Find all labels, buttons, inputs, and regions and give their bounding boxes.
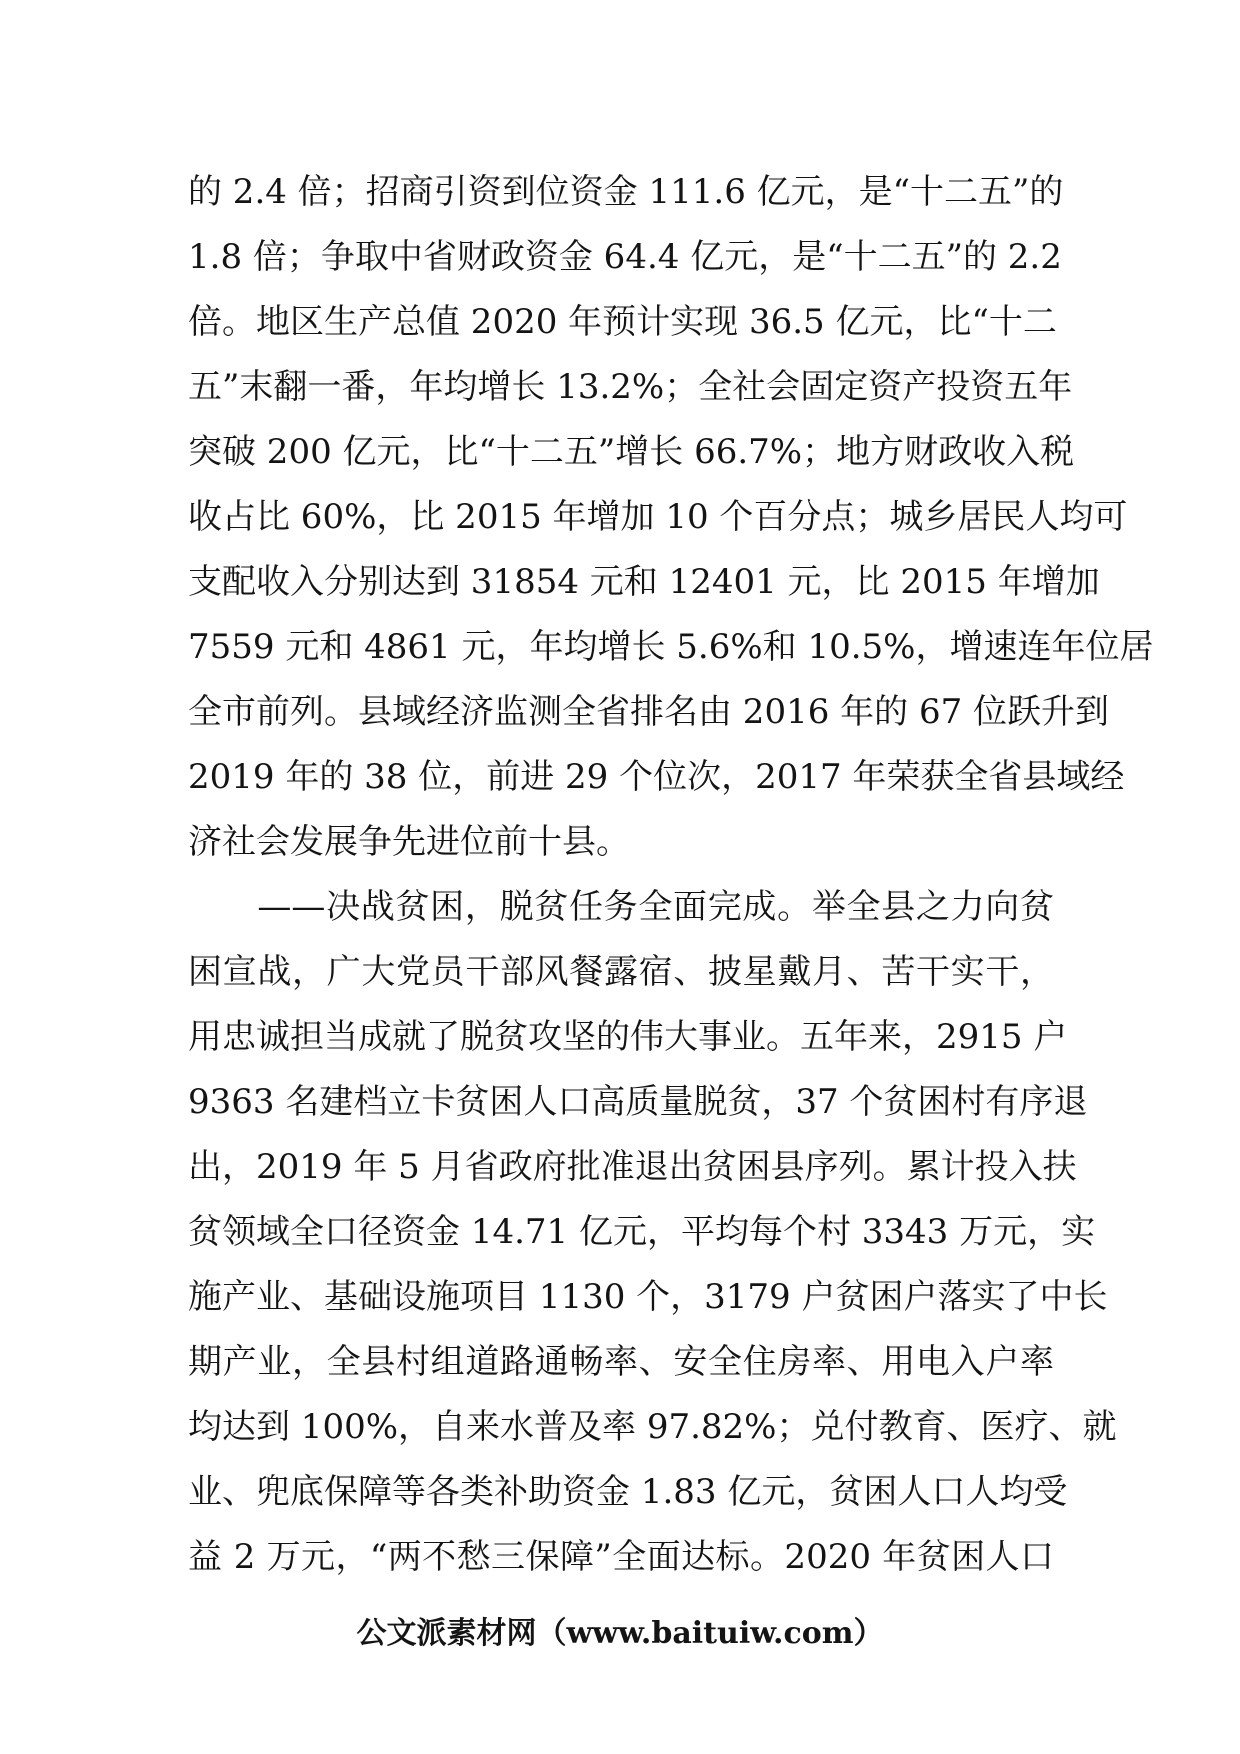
text-line: 的 2.4 倍；招商引资到位资金 111.6 亿元，是“十二五”的 [188, 172, 1064, 212]
text-line: 1.8 倍；争取中省财政资金 64.4 亿元，是“十二五”的 2.2 [188, 237, 1062, 277]
text-line: 期产业，全县村组道路通畅率、安全住房率、用电入户率 [188, 1342, 1054, 1382]
text-line: 施产业、基础设施项目 1130 个，3179 户贫困户落实了中长 [188, 1277, 1108, 1317]
text-line: 贫领域全口径资金 14.71 亿元，平均每个村 3343 万元，实 [188, 1212, 1096, 1252]
footer-watermark: 公文派素材网（www.baituiw.com） [356, 1616, 884, 1651]
text-line: 业、兜底保障等各类补助资金 1.83 亿元，贫困人口人均受 [188, 1472, 1068, 1512]
text-line: 2019 年的 38 位，前进 29 个位次，2017 年荣获全省县域经 [188, 757, 1125, 797]
text-line: 9363 名建档立卡贫困人口高质量脱贫，37 个贫困村有序退 [188, 1082, 1088, 1122]
text-line: 用忠诚担当成就了脱贫攻坚的伟大事业。五年来，2915 户 [188, 1017, 1068, 1057]
text-line: 出，2019 年 5 月省政府批准退出贫困县序列。累计投入扶 [188, 1147, 1077, 1187]
text-line: 济社会发展争先进位前十县。 [188, 822, 630, 862]
body-text [188, 160, 1154, 1590]
text-line: 全市前列。县域经济监测全省排名由 2016 年的 67 位跃升到 [188, 692, 1110, 732]
text-line: 7559 元和 4861 元，年均增长 5.6%和 10.5%，增速连年位居 [188, 627, 1154, 667]
text-line: 均达到 100%，自来水普及率 97.82%；兑付教育、医疗、就 [188, 1407, 1117, 1447]
text-line: 困宣战，广大党员干部风餐露宿、披星戴月、苦干实干， [188, 952, 1054, 992]
text-line: 收占比 60%，比 2015 年增加 10 个百分点；城乡居民人均可 [188, 497, 1128, 537]
text-line: 支配收入分别达到 31854 元和 12401 元，比 2015 年增加 [188, 562, 1100, 602]
text-line: 突破 200 亿元，比“十二五”增长 66.7%；地方财政收入税 [188, 432, 1075, 472]
text-line: ——决战贫困，脱贫任务全面完成。举全县之力向贫 [188, 887, 1054, 927]
text-line: 倍。地区生产总值 2020 年预计实现 36.5 亿元，比“十二 [188, 302, 1057, 342]
text-line: 益 2 万元，“两不愁三保障”全面达标。2020 年贫困人口 [188, 1537, 1054, 1577]
text-line: 五”末翻一番，年均增长 13.2%；全社会固定资产投资五年 [188, 367, 1073, 407]
